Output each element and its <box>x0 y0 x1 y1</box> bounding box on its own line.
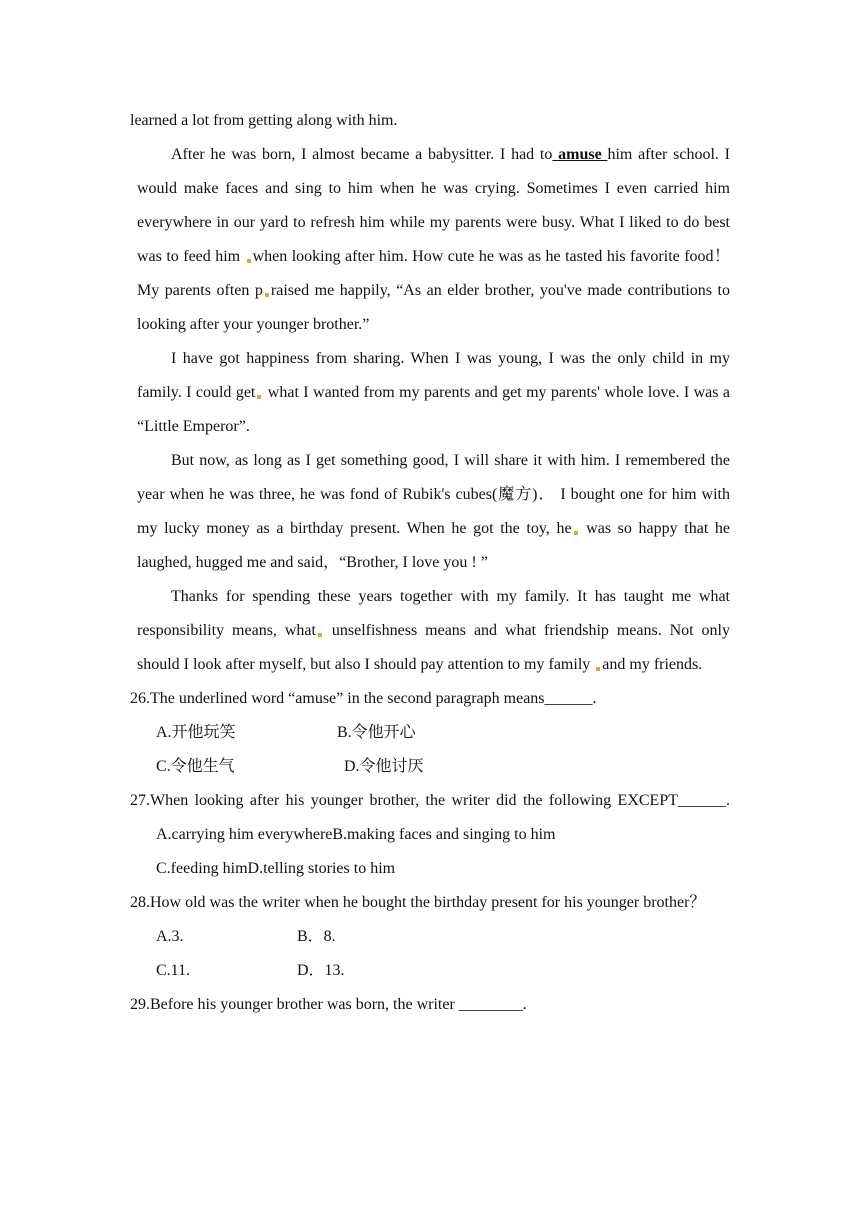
option-b: B.making faces and singing to him <box>332 826 556 843</box>
mark-dot <box>247 259 251 263</box>
option-a: A.开他玩笑 <box>156 724 236 741</box>
paragraph-continued: learned a lot from getting along with him. <box>130 112 398 129</box>
option-c: C.feeding him <box>156 860 248 877</box>
question-29-stem: 29.Before his younger brother was born, the writer ________. <box>130 996 527 1013</box>
question-26-options-row1 <box>156 716 730 750</box>
question-28-options-row1 <box>156 920 730 954</box>
question-28-options-row2 <box>156 954 730 988</box>
question-27-stem: 27.When looking after his younger brother, the writer did the following EXCEPT______. <box>130 792 730 809</box>
option-a: A.carrying him everywhere <box>156 826 333 843</box>
question-28-stem: 28.How old was the writer when he bought the birthday present for his younger brother？ <box>130 894 706 911</box>
question-27-options-row2 <box>156 852 730 886</box>
paragraph-sharing: I have got happiness from sharing. When I was young, I was the only child in my family. I could get what I wanted from my parents and get my parents' whole love. I was a “Little Emperor”. <box>137 350 730 435</box>
option-a: A.3. <box>156 928 184 945</box>
underlined-word-amuse: amuse <box>552 146 608 163</box>
option-d: D．13. <box>297 962 345 979</box>
passage-content <box>130 104 730 1022</box>
mark-dot <box>596 667 600 671</box>
option-d: D.telling stories to him <box>247 860 396 877</box>
question-26-options-row2 <box>156 750 730 784</box>
mark-dot <box>265 293 269 297</box>
paragraph-rubiks-cube: But now, as long as I get something good, I will share it with him. I remembered the year when he was three, he was fond of Rubik's cubes(魔方)． I bought one for him with my lucky money as a birthday present. When he got the toy, he was so happy that he laughed, hugged me and said，“Brother, I love you ! ” <box>137 452 730 571</box>
mark-dot <box>574 531 578 535</box>
paragraph-babysitter: After he was born, I almost became a babysitter. I had to amuse him after school. I would make faces and sing to him when he was crying. Sometimes I even carried him everywhere in our yard to refresh him while my parents were busy. What I liked to do best was to feed him when looking after him. How cute he was as he tasted his favorite food！ My parents often p raised me happily, “As an elder brother, you've made contributions to looking after your younger brother.” <box>137 146 730 333</box>
paragraph-thanks: Thanks for spending these years together with my family. It has taught me what responsibility means, what unselfishness means and what friendship means. Not only should I look after myself, but also I should pay attention to my family and my friends. <box>137 588 730 673</box>
question-27-options-row1 <box>156 818 730 852</box>
option-b: B.令他开心 <box>337 724 416 741</box>
mark-dot <box>257 395 261 399</box>
option-b: B．8. <box>297 928 336 945</box>
option-c: C.11. <box>156 962 191 979</box>
option-c: C.令他生气 <box>156 758 235 775</box>
question-26-stem: 26.The underlined word “amuse” in the second paragraph means______. <box>130 690 597 707</box>
mark-dot <box>318 633 322 637</box>
option-d: D.令他讨厌 <box>344 758 424 775</box>
